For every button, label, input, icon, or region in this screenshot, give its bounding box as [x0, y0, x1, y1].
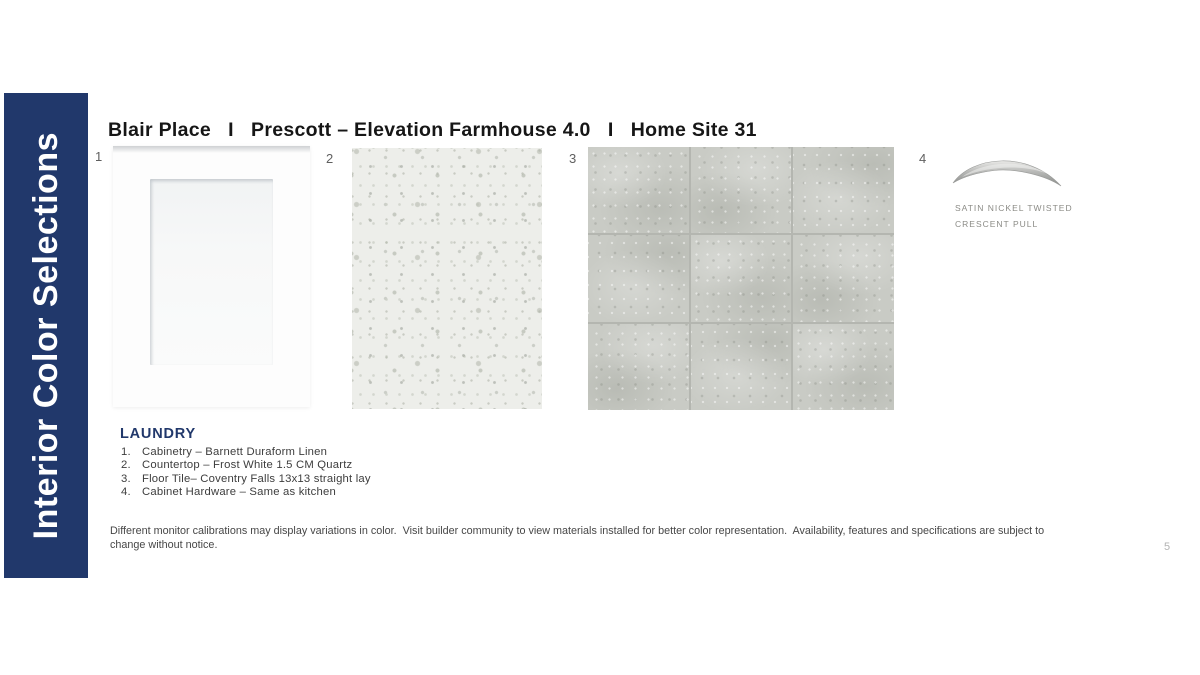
list-item-number: 2.: [121, 459, 131, 472]
list-item-text: Countertop – Frost White 1.5 CM Quartz: [142, 459, 353, 472]
door-inset-panel: [150, 179, 273, 365]
sample-number-2: 2: [326, 151, 334, 166]
tile-swatch: [793, 235, 894, 321]
page-title: Blair Place I Prescott – Elevation Farmhouse 4.0 I Home Site 31: [108, 119, 757, 141]
list-item-number: 4.: [121, 486, 131, 499]
list-item: [121, 473, 371, 486]
list-item: [121, 446, 371, 459]
list-item-number: 3.: [121, 472, 131, 485]
tile-swatch: [691, 324, 792, 410]
list-item-text: Cabinet Hardware – Same as kitchen: [142, 486, 336, 499]
sample-number-4: 4: [919, 151, 927, 166]
tile-swatch: [793, 324, 894, 410]
floor-tile-sample: [588, 147, 894, 410]
cabinet-door-sample: [113, 146, 310, 407]
tile-swatch: [793, 147, 894, 233]
crescent-pull-icon: [948, 148, 1066, 192]
tile-swatch: [588, 324, 689, 410]
page-number: 5: [1164, 541, 1171, 553]
quartz-countertop-sample: [352, 148, 542, 409]
list-item-number: 1.: [121, 446, 131, 458]
tile-swatch: [691, 235, 792, 321]
laundry-list: [121, 446, 371, 500]
sample-number-3: 3: [569, 151, 577, 166]
sidebar-title: Interior Color Selections: [26, 131, 65, 540]
list-item: [121, 459, 371, 472]
tile-swatch: [588, 235, 689, 321]
door-top-shadow: [113, 146, 310, 153]
hardware-sample: [948, 148, 1068, 192]
hardware-caption-line1: SATIN NICKEL TWISTED: [955, 203, 1073, 213]
list-item-text: Floor Tile– Coventry Falls 13x13 straight lay: [142, 472, 371, 485]
sample-number-1: 1: [95, 149, 103, 164]
list-item: [121, 486, 371, 499]
tile-swatch: [691, 147, 792, 233]
tile-swatch: [588, 147, 689, 233]
list-item-text: Cabinetry – Barnett Duraform Linen: [142, 446, 328, 458]
laundry-heading: LAUNDRY: [120, 426, 196, 442]
sidebar-accent-bar: [4, 93, 88, 578]
disclaimer-text: Different monitor calibrations may display variations in color. Visit builder community to view materials installed for better color representation. Availability, features and specifications are subject to change without notice.: [110, 524, 1048, 551]
hardware-caption: [955, 200, 1073, 232]
hardware-caption-line2: CRESCENT PULL: [955, 219, 1039, 229]
